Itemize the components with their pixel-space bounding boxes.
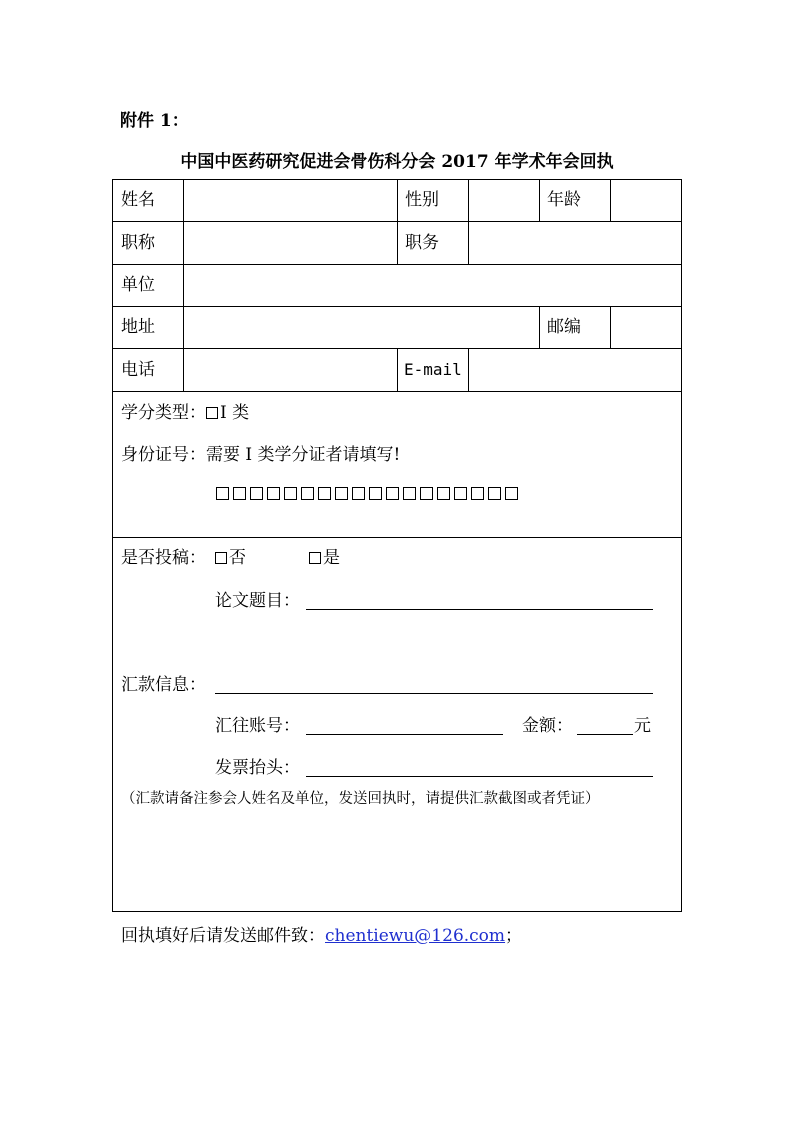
id-number-label: 身份证号： [121,445,206,465]
amount-label: 金额： [522,716,573,736]
invoice-title-label: 发票抬头： [215,758,300,778]
contact-email-link[interactable]: chentiewu@126.com [325,926,506,946]
position-field[interactable] [469,222,681,264]
credit-type-option: I 类 [220,403,250,423]
submission-yes-checkbox[interactable] [309,552,321,564]
footer-text: 回执填好后请发送邮件致： [121,926,325,946]
postcode-label: 邮编 [547,317,581,337]
amount-line[interactable] [577,734,633,735]
credit-type-label: 学分类型： [121,403,206,423]
age-label: 年龄 [547,190,581,210]
id-number-row [121,445,400,465]
submission-yes-option[interactable]: 是 [309,548,340,568]
unit-field[interactable] [184,265,681,306]
amount-unit: 元 [634,716,651,736]
payment-info-label: 汇款信息： [121,675,206,695]
submission-no-checkbox[interactable] [215,552,227,564]
name-label: 姓名 [121,190,155,210]
unit-label: 单位 [121,275,155,295]
footer-suffix: ； [505,926,523,946]
address-label: 地址 [121,317,155,337]
position-label: 职务 [405,233,439,253]
payment-info-line[interactable] [215,693,653,694]
postcode-field[interactable] [611,307,681,348]
payment-note: （汇款请备注参会人姓名及单位，发送回执时，请提供汇款截图或者凭证） [121,791,600,807]
page-title: 中国中医药研究促进会骨伤科分会 2017 年学术年会回执 [180,152,614,172]
gender-field[interactable] [469,180,539,221]
job-title-field[interactable] [184,222,397,264]
credit-type-row [121,403,249,423]
address-field[interactable] [184,307,539,348]
paper-title-line[interactable] [306,609,653,610]
attachment-label: 附件 1： [120,111,189,131]
phone-field[interactable] [184,349,397,391]
invoice-title-line[interactable] [306,776,653,777]
id-number-boxes[interactable] [216,487,522,502]
credit-type-checkbox[interactable] [206,407,218,419]
job-title-label: 职称 [121,233,155,253]
email-label: E-mail [404,360,462,379]
account-label: 汇往账号： [215,716,300,736]
email-field[interactable] [469,349,681,391]
submission-label: 是否投稿： [121,548,206,568]
age-field[interactable] [611,180,681,221]
phone-label: 电话 [121,360,155,380]
submission-no-option[interactable]: 否 [215,548,246,568]
name-field[interactable] [184,180,397,221]
footer-instruction [121,926,522,946]
paper-title-label: 论文题目： [215,591,300,611]
account-line[interactable] [306,734,503,735]
gender-label: 性别 [405,190,439,210]
id-number-note: 需要 I 类学分证者请填写! [206,445,401,465]
